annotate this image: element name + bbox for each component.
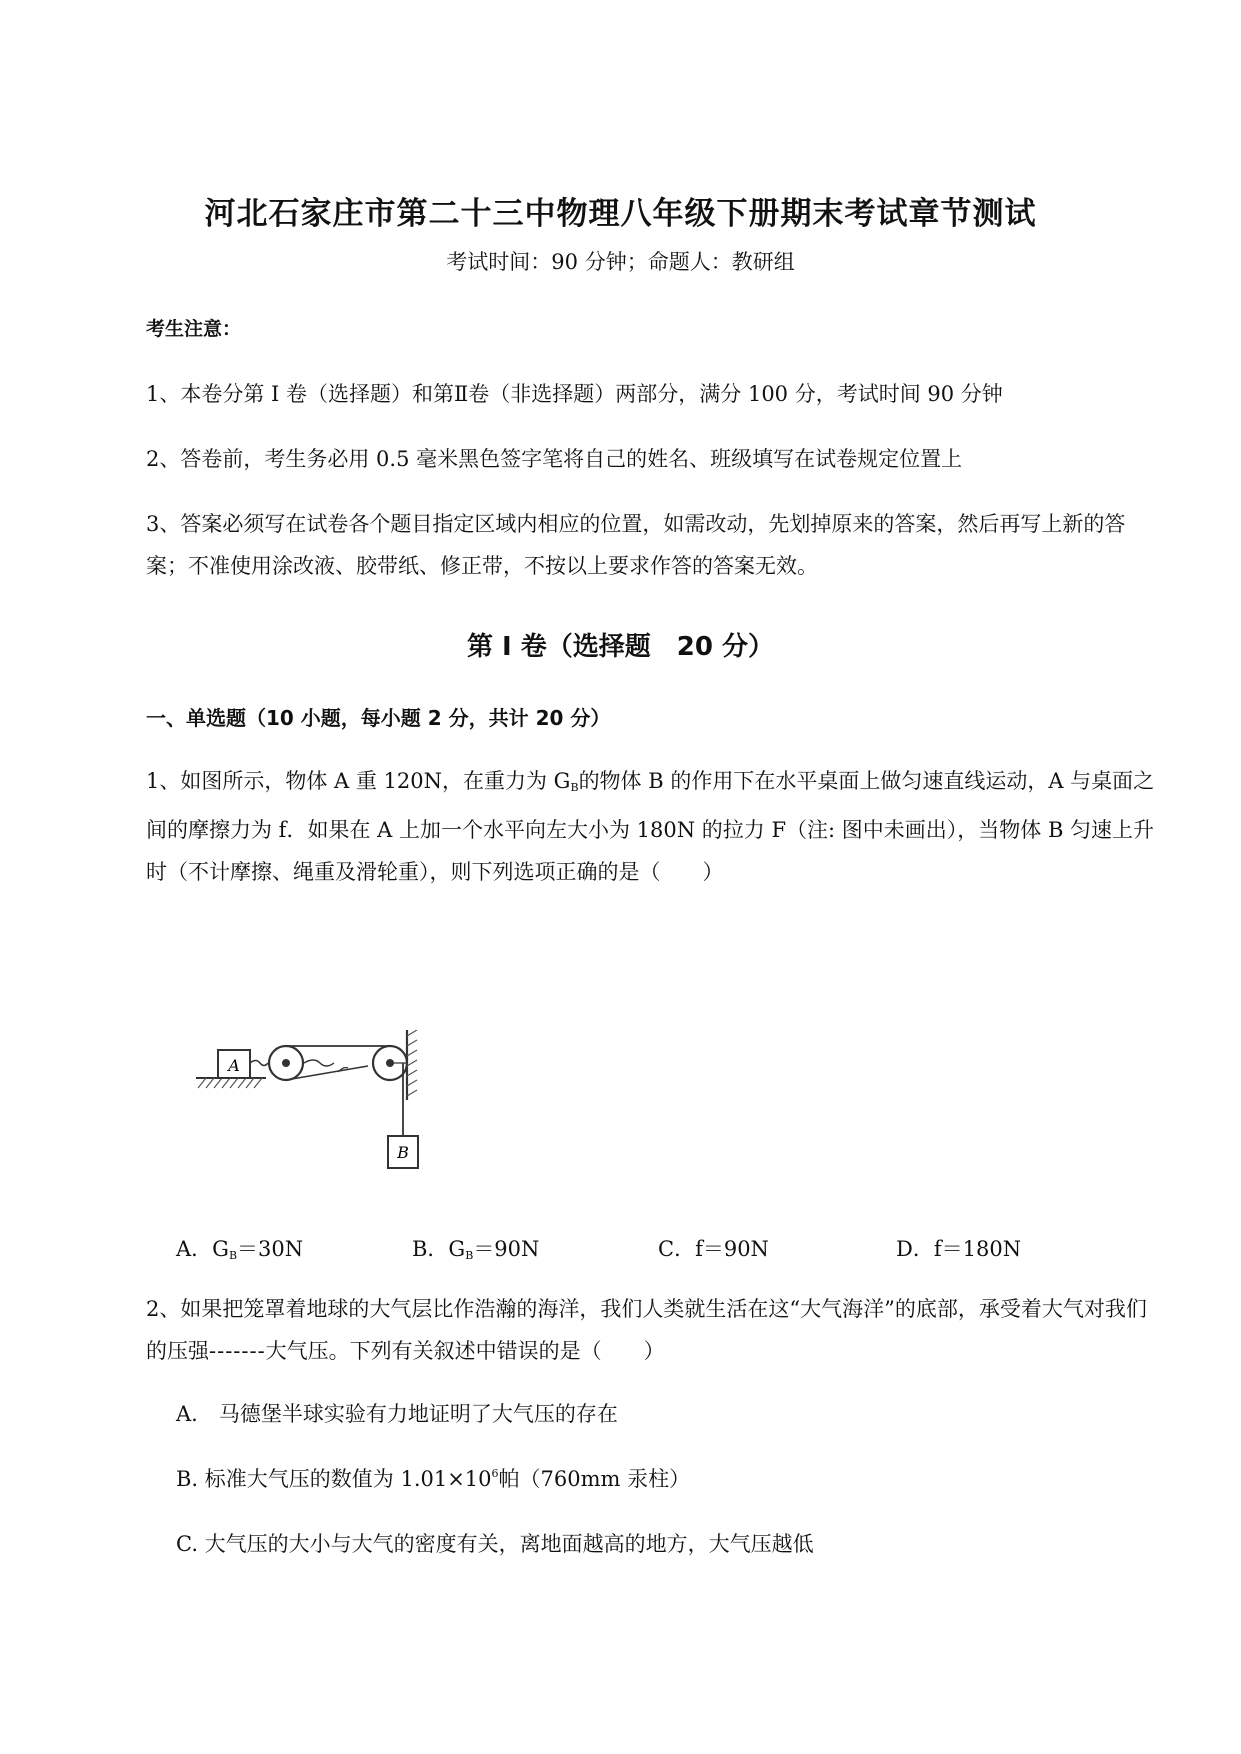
notice-item-1: 1、本卷分第 I 卷（选择题）和第Ⅱ卷（非选择题）两部分，满分 100 分，考试时间 90 分钟: [146, 382, 1003, 406]
question-1-option-c[interactable]: C．f＝90N: [658, 1237, 769, 1261]
exam-title: 河北石家庄市第二十三中物理八年级下册期末考试章节测试: [204, 196, 1037, 232]
question-1-option-a[interactable]: [176, 1233, 303, 1263]
q2-option-b-tail: 帕（760mm 汞柱）: [498, 1467, 691, 1491]
question-1-subscript: B: [570, 781, 579, 794]
notice-item-3: 3、答案必须写在试卷各个题目指定区域内相应的位置，如需改动，先划掉原来的答案，然后再写上新的答案；不准使用涂改液、胶带纸、修正带，不按以上要求作答的答案无效。: [146, 512, 1126, 578]
section-title: 第 I 卷（选择题 20 分）: [466, 632, 774, 662]
option-a-value: ＝30N: [237, 1237, 304, 1261]
block-a-label: A: [228, 1056, 240, 1075]
question-2-option-c[interactable]: C. 大气压的大小与大气的密度有关，离地面越高的地方，大气压越低: [176, 1532, 814, 1556]
option-b-subscript: B: [465, 1249, 474, 1262]
part-heading: 一、单选题（10 小题，每小题 2 分，共计 20 分）: [146, 706, 611, 730]
option-a-subscript: B: [228, 1249, 238, 1262]
question-1-text: [146, 760, 1158, 893]
q2-option-b-text: B. 标准大气压的数值为 1.01×10: [176, 1467, 492, 1491]
pulley-diagram: [188, 1030, 468, 1180]
question-2-option-b[interactable]: [176, 1463, 690, 1493]
option-b-text: B．G: [412, 1237, 466, 1261]
question-2-dashes: -------: [209, 1339, 266, 1363]
exam-subtitle: 考试时间：90 分钟；命题人：教研组: [446, 250, 795, 274]
q2-option-b-exponent: 6: [491, 1467, 499, 1480]
question-2-text: [146, 1288, 1158, 1372]
question-1-option-d[interactable]: D．f＝180N: [896, 1237, 1022, 1261]
block-b-label: B: [397, 1143, 409, 1162]
question-2-text-a: 2、如果把笼罩着地球的大气层比作浩瀚的海洋，我们人类就生活在这“大气海洋”的底部，承受着大气对我们的压强: [146, 1297, 1147, 1363]
option-b-value: ＝90N: [473, 1237, 540, 1261]
question-2-text-b: 大气压。下列有关叙述中错误的是（ ）: [265, 1339, 665, 1363]
notice-item-2: 2、答卷前，考生务必用 0.5 毫米黑色签字笔将自己的姓名、班级填写在试卷规定位置上: [146, 447, 963, 471]
question-1-option-b[interactable]: [412, 1233, 539, 1263]
notice-heading: 考生注意：: [146, 318, 242, 340]
option-a-text: A．G: [176, 1237, 229, 1261]
question-1-text-a: 1、如图所示，物体 A 重 120N，在重力为 G: [146, 769, 571, 793]
question-1-text-b: 的物体 B 的作用下在水平桌面上做匀速直线运动，A 与桌面之间的摩擦力为 f．如果在 A 上加一个水平向左大小为 180N 的拉力 F（注: 图中未画出），当物体 B 匀速上升时（不计摩擦、绳重及滑轮重），则下列选项正确的是（ ）: [146, 769, 1155, 884]
question-2-option-a[interactable]: A. 马德堡半球实验有力地证明了大气压的存在: [176, 1402, 618, 1426]
